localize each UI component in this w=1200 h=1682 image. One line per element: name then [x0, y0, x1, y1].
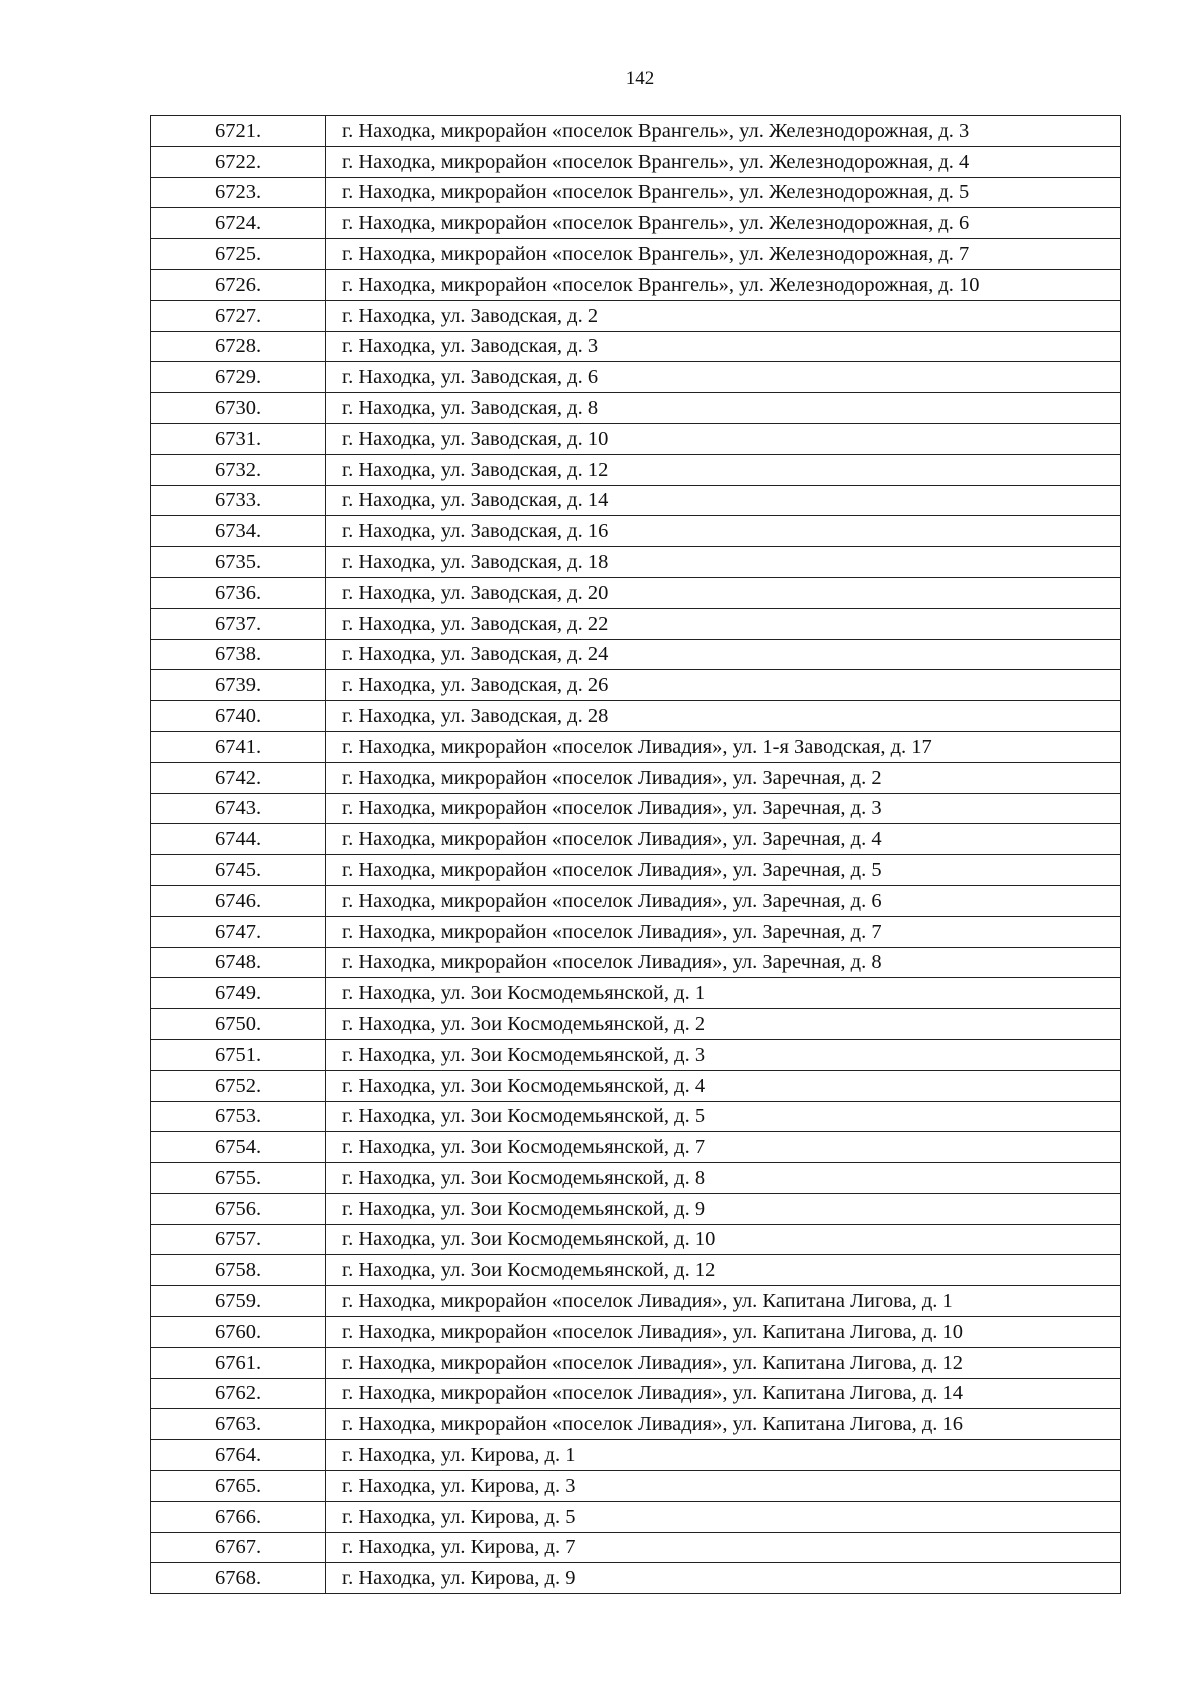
address-cell: г. Находка, ул. Зои Космодемьянской, д. 9: [326, 1193, 1121, 1224]
row-number-cell: 6730.: [151, 393, 326, 424]
table-row: [151, 1039, 1121, 1070]
table-row: [151, 577, 1121, 608]
table-row: [151, 1132, 1121, 1163]
table-row: [151, 824, 1121, 855]
address-cell: г. Находка, ул. Заводская, д. 2: [326, 300, 1121, 331]
table-row: [151, 1101, 1121, 1132]
address-cell: г. Находка, микрорайон «поселок Ливадия», ул. Капитана Лигова, д. 14: [326, 1378, 1121, 1409]
address-cell: г. Находка, ул. Кирова, д. 1: [326, 1440, 1121, 1471]
table-row: [151, 1286, 1121, 1317]
table-row: [151, 731, 1121, 762]
address-cell: г. Находка, микрорайон «поселок Врангель», ул. Железнодорожная, д. 10: [326, 269, 1121, 300]
address-cell: г. Находка, ул. Зои Космодемьянской, д. 2: [326, 1009, 1121, 1040]
address-cell: г. Находка, ул. Зои Космодемьянской, д. 3: [326, 1039, 1121, 1070]
row-number-cell: 6737.: [151, 608, 326, 639]
table-row: [151, 1317, 1121, 1348]
address-cell: г. Находка, микрорайон «поселок Ливадия», ул. Капитана Лигова, д. 12: [326, 1347, 1121, 1378]
table-row: [151, 454, 1121, 485]
row-number-cell: 6762.: [151, 1378, 326, 1409]
row-number-cell: 6732.: [151, 454, 326, 485]
address-cell: г. Находка, ул. Кирова, д. 7: [326, 1532, 1121, 1563]
table-row: [151, 762, 1121, 793]
address-cell: г. Находка, микрорайон «поселок Врангель», ул. Железнодорожная, д. 3: [326, 116, 1121, 147]
address-cell: г. Находка, ул. Заводская, д. 3: [326, 331, 1121, 362]
table-row: [151, 393, 1121, 424]
address-cell: г. Находка, микрорайон «поселок Врангель», ул. Железнодорожная, д. 5: [326, 177, 1121, 208]
address-cell: г. Находка, ул. Заводская, д. 6: [326, 362, 1121, 393]
address-cell: г. Находка, ул. Заводская, д. 22: [326, 608, 1121, 639]
address-cell: г. Находка, ул. Зои Космодемьянской, д. 1: [326, 978, 1121, 1009]
address-cell: г. Находка, ул. Кирова, д. 9: [326, 1563, 1121, 1594]
row-number-cell: 6765.: [151, 1471, 326, 1502]
table-row: [151, 639, 1121, 670]
row-number-cell: 6726.: [151, 269, 326, 300]
table-row: [151, 670, 1121, 701]
table-row: [151, 1563, 1121, 1594]
row-number-cell: 6763.: [151, 1409, 326, 1440]
row-number-cell: 6735.: [151, 547, 326, 578]
address-cell: г. Находка, микрорайон «поселок Ливадия», ул. Капитана Лигова, д. 16: [326, 1409, 1121, 1440]
table-row: [151, 269, 1121, 300]
row-number-cell: 6748.: [151, 947, 326, 978]
address-cell: г. Находка, ул. Зои Космодемьянской, д. 4: [326, 1070, 1121, 1101]
address-cell: г. Находка, микрорайон «поселок Ливадия», ул. Заречная, д. 3: [326, 793, 1121, 824]
address-cell: г. Находка, микрорайон «поселок Ливадия», ул. Заречная, д. 6: [326, 885, 1121, 916]
table-row: [151, 608, 1121, 639]
table-row: [151, 793, 1121, 824]
table-row: [151, 516, 1121, 547]
address-cell: г. Находка, ул. Зои Космодемьянской, д. 5: [326, 1101, 1121, 1132]
row-number-cell: 6755.: [151, 1163, 326, 1194]
table-row: [151, 146, 1121, 177]
row-number-cell: 6764.: [151, 1440, 326, 1471]
row-number-cell: 6729.: [151, 362, 326, 393]
row-number-cell: 6736.: [151, 577, 326, 608]
address-cell: г. Находка, ул. Зои Космодемьянской, д. 8: [326, 1163, 1121, 1194]
address-cell: г. Находка, микрорайон «поселок Ливадия», ул. Заречная, д. 7: [326, 916, 1121, 947]
row-number-cell: 6747.: [151, 916, 326, 947]
table-row: [151, 947, 1121, 978]
row-number-cell: 6743.: [151, 793, 326, 824]
row-number-cell: 6724.: [151, 208, 326, 239]
address-cell: г. Находка, ул. Заводская, д. 16: [326, 516, 1121, 547]
row-number-cell: 6745.: [151, 855, 326, 886]
address-cell: г. Находка, микрорайон «поселок Врангель», ул. Железнодорожная, д. 7: [326, 239, 1121, 270]
table-row: [151, 1193, 1121, 1224]
row-number-cell: 6767.: [151, 1532, 326, 1563]
row-number-cell: 6731.: [151, 423, 326, 454]
address-cell: г. Находка, микрорайон «поселок Ливадия», ул. Заречная, д. 2: [326, 762, 1121, 793]
table-row: [151, 1255, 1121, 1286]
address-cell: г. Находка, ул. Зои Космодемьянской, д. 10: [326, 1224, 1121, 1255]
address-cell: г. Находка, ул. Заводская, д. 24: [326, 639, 1121, 670]
row-number-cell: 6741.: [151, 731, 326, 762]
row-number-cell: 6734.: [151, 516, 326, 547]
row-number-cell: 6742.: [151, 762, 326, 793]
table-row: [151, 239, 1121, 270]
row-number-cell: 6754.: [151, 1132, 326, 1163]
row-number-cell: 6761.: [151, 1347, 326, 1378]
row-number-cell: 6766.: [151, 1501, 326, 1532]
row-number-cell: 6733.: [151, 485, 326, 516]
row-number-cell: 6721.: [151, 116, 326, 147]
address-table-body: [151, 116, 1121, 1594]
table-row: [151, 855, 1121, 886]
table-row: [151, 916, 1121, 947]
address-cell: г. Находка, микрорайон «поселок Ливадия», ул. 1-я Заводская, д. 17: [326, 731, 1121, 762]
row-number-cell: 6760.: [151, 1317, 326, 1348]
table-row: [151, 1501, 1121, 1532]
table-row: [151, 1378, 1121, 1409]
table-row: [151, 423, 1121, 454]
address-cell: г. Находка, микрорайон «поселок Врангель», ул. Железнодорожная, д. 4: [326, 146, 1121, 177]
table-row: [151, 1009, 1121, 1040]
row-number-cell: 6758.: [151, 1255, 326, 1286]
row-number-cell: 6752.: [151, 1070, 326, 1101]
row-number-cell: 6753.: [151, 1101, 326, 1132]
address-cell: г. Находка, ул. Заводская, д. 14: [326, 485, 1121, 516]
table-row: [151, 1347, 1121, 1378]
address-cell: г. Находка, ул. Заводская, д. 12: [326, 454, 1121, 485]
row-number-cell: 6722.: [151, 146, 326, 177]
address-cell: г. Находка, ул. Заводская, д. 8: [326, 393, 1121, 424]
table-row: [151, 978, 1121, 1009]
row-number-cell: 6751.: [151, 1039, 326, 1070]
address-cell: г. Находка, ул. Заводская, д. 20: [326, 577, 1121, 608]
address-cell: г. Находка, ул. Заводская, д. 26: [326, 670, 1121, 701]
row-number-cell: 6723.: [151, 177, 326, 208]
row-number-cell: 6746.: [151, 885, 326, 916]
address-cell: г. Находка, микрорайон «поселок Ливадия», ул. Капитана Лигова, д. 1: [326, 1286, 1121, 1317]
row-number-cell: 6750.: [151, 1009, 326, 1040]
table-row: [151, 1070, 1121, 1101]
address-cell: г. Находка, ул. Заводская, д. 28: [326, 701, 1121, 732]
row-number-cell: 6725.: [151, 239, 326, 270]
table-row: [151, 116, 1121, 147]
row-number-cell: 6728.: [151, 331, 326, 362]
table-row: [151, 885, 1121, 916]
row-number-cell: 6744.: [151, 824, 326, 855]
table-row: [151, 300, 1121, 331]
table-row: [151, 547, 1121, 578]
address-cell: г. Находка, ул. Зои Космодемьянской, д. 12: [326, 1255, 1121, 1286]
address-cell: г. Находка, микрорайон «поселок Ливадия», ул. Заречная, д. 5: [326, 855, 1121, 886]
address-cell: г. Находка, ул. Зои Космодемьянской, д. 7: [326, 1132, 1121, 1163]
table-row: [151, 331, 1121, 362]
row-number-cell: 6759.: [151, 1286, 326, 1317]
table-row: [151, 1440, 1121, 1471]
table-row: [151, 1532, 1121, 1563]
row-number-cell: 6757.: [151, 1224, 326, 1255]
table-row: [151, 485, 1121, 516]
address-cell: г. Находка, ул. Кирова, д. 3: [326, 1471, 1121, 1502]
address-table: [150, 115, 1121, 1594]
address-cell: г. Находка, микрорайон «поселок Ливадия», ул. Заречная, д. 8: [326, 947, 1121, 978]
address-cell: г. Находка, ул. Заводская, д. 18: [326, 547, 1121, 578]
address-cell: г. Находка, микрорайон «поселок Ливадия», ул. Капитана Лигова, д. 10: [326, 1317, 1121, 1348]
address-cell: г. Находка, ул. Заводская, д. 10: [326, 423, 1121, 454]
table-row: [151, 1471, 1121, 1502]
row-number-cell: 6740.: [151, 701, 326, 732]
address-cell: г. Находка, микрорайон «поселок Ливадия», ул. Заречная, д. 4: [326, 824, 1121, 855]
table-row: [151, 208, 1121, 239]
row-number-cell: 6768.: [151, 1563, 326, 1594]
page-number: 142: [625, 68, 655, 89]
table-row: [151, 1409, 1121, 1440]
table-row: [151, 362, 1121, 393]
row-number-cell: 6749.: [151, 978, 326, 1009]
row-number-cell: 6756.: [151, 1193, 326, 1224]
address-cell: г. Находка, микрорайон «поселок Врангель», ул. Железнодорожная, д. 6: [326, 208, 1121, 239]
table-row: [151, 1224, 1121, 1255]
address-cell: г. Находка, ул. Кирова, д. 5: [326, 1501, 1121, 1532]
row-number-cell: 6739.: [151, 670, 326, 701]
table-row: [151, 177, 1121, 208]
table-row: [151, 701, 1121, 732]
row-number-cell: 6738.: [151, 639, 326, 670]
table-row: [151, 1163, 1121, 1194]
row-number-cell: 6727.: [151, 300, 326, 331]
